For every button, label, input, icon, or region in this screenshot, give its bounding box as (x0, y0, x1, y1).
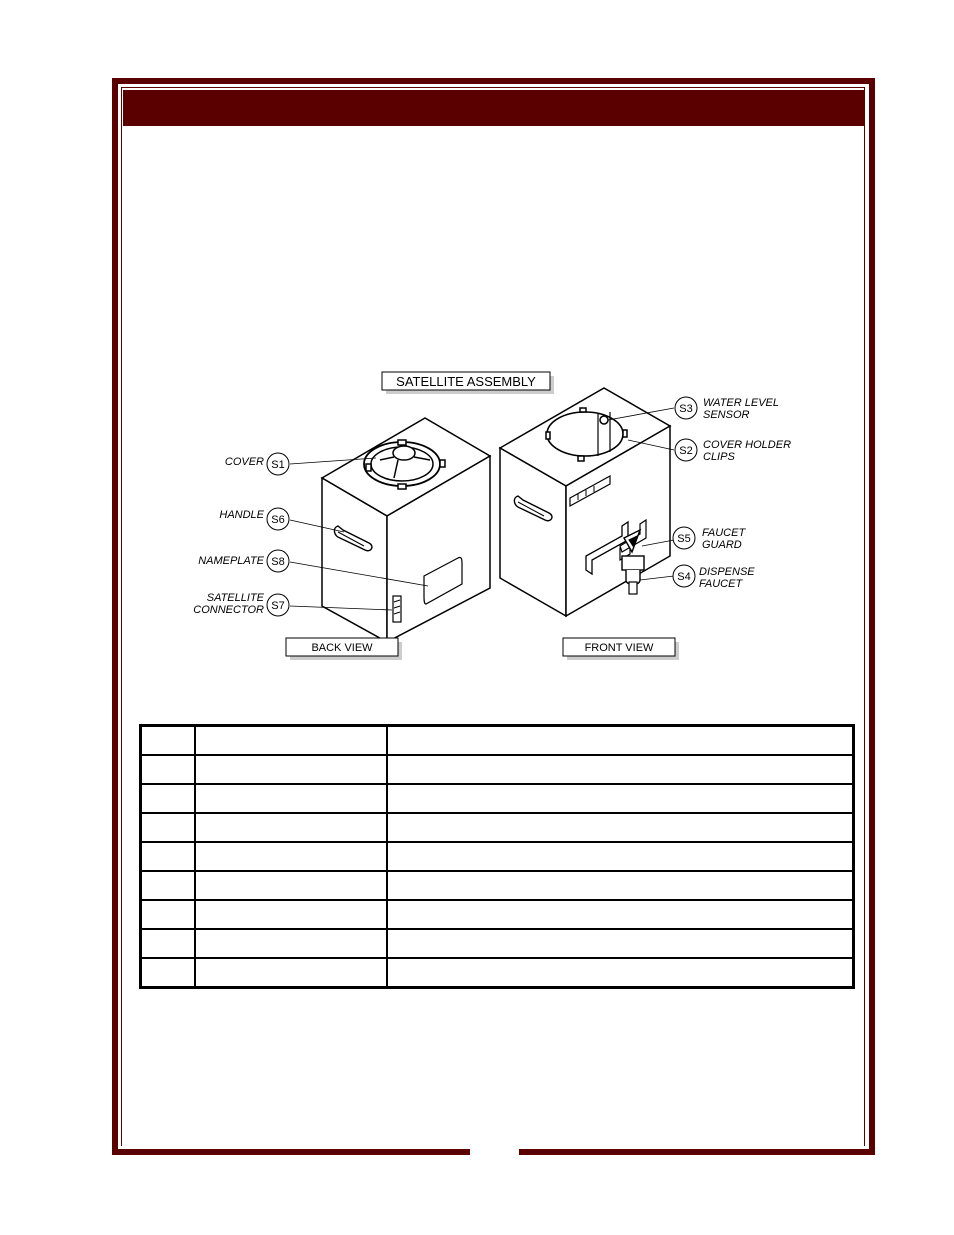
parts-table (139, 724, 855, 989)
svg-text:SATELLITE: SATELLITE (206, 592, 264, 604)
frame-top-edge (112, 78, 875, 84)
table-row (141, 784, 854, 813)
table-row (141, 958, 854, 988)
svg-text:NAMEPLATE: NAMEPLATE (198, 555, 264, 567)
table-row (141, 842, 854, 871)
svg-text:S8: S8 (271, 556, 285, 568)
svg-text:CONNECTOR: CONNECTOR (193, 604, 264, 616)
frame-bottom-right-edge (519, 1149, 875, 1155)
svg-text:COVER HOLDER: COVER HOLDER (703, 439, 792, 451)
table-row (141, 900, 854, 929)
table-row (141, 726, 854, 756)
table-row (141, 871, 854, 900)
callout-s1 (225, 453, 289, 475)
front-view-label-box (563, 638, 679, 660)
svg-text:HANDLE: HANDLE (219, 509, 264, 521)
diagram-title-box (382, 372, 554, 394)
back-view-label-box (286, 638, 402, 660)
svg-text:CLIPS: CLIPS (703, 451, 735, 463)
section-header-bar (123, 90, 864, 126)
svg-text:DISPENSE: DISPENSE (699, 566, 755, 578)
svg-text:S3: S3 (679, 403, 693, 415)
svg-text:S2: S2 (679, 445, 693, 457)
svg-text:GUARD: GUARD (702, 539, 742, 551)
frame-inner-right-line (864, 87, 865, 1146)
table-row (141, 813, 854, 842)
svg-text:COVER: COVER (224, 456, 264, 468)
diagram-title: SATELLITE ASSEMBLY (396, 374, 536, 389)
callout-s4 (673, 565, 755, 590)
front-view-unit (500, 388, 670, 616)
svg-text:FAUCET: FAUCET (699, 578, 743, 590)
callout-s8 (198, 550, 289, 572)
frame-inner-left-line (121, 87, 122, 1146)
frame-right-edge (869, 78, 875, 1155)
callout-s5 (673, 527, 746, 551)
callout-s3 (675, 397, 779, 421)
svg-text:BACK VIEW: BACK VIEW (311, 642, 373, 654)
svg-text:FAUCET: FAUCET (702, 527, 746, 539)
svg-text:FRONT VIEW: FRONT VIEW (584, 642, 654, 654)
svg-text:S1: S1 (271, 459, 285, 471)
table-row (141, 755, 854, 784)
callout-s6 (219, 508, 289, 530)
svg-text:SENSOR: SENSOR (703, 409, 750, 421)
svg-text:S7: S7 (271, 600, 285, 612)
frame-inner-top-line (121, 87, 865, 88)
svg-text:WATER LEVEL: WATER LEVEL (703, 397, 780, 409)
svg-text:S6: S6 (271, 514, 285, 526)
svg-text:S5: S5 (677, 533, 691, 545)
callout-s2 (675, 439, 791, 463)
svg-text:S4: S4 (677, 571, 691, 583)
frame-left-edge (112, 78, 118, 1155)
satellite-assembly-diagram (180, 360, 800, 665)
frame-bottom-left-edge (112, 1149, 470, 1155)
callout-s7 (193, 592, 289, 616)
table-row (141, 929, 854, 958)
